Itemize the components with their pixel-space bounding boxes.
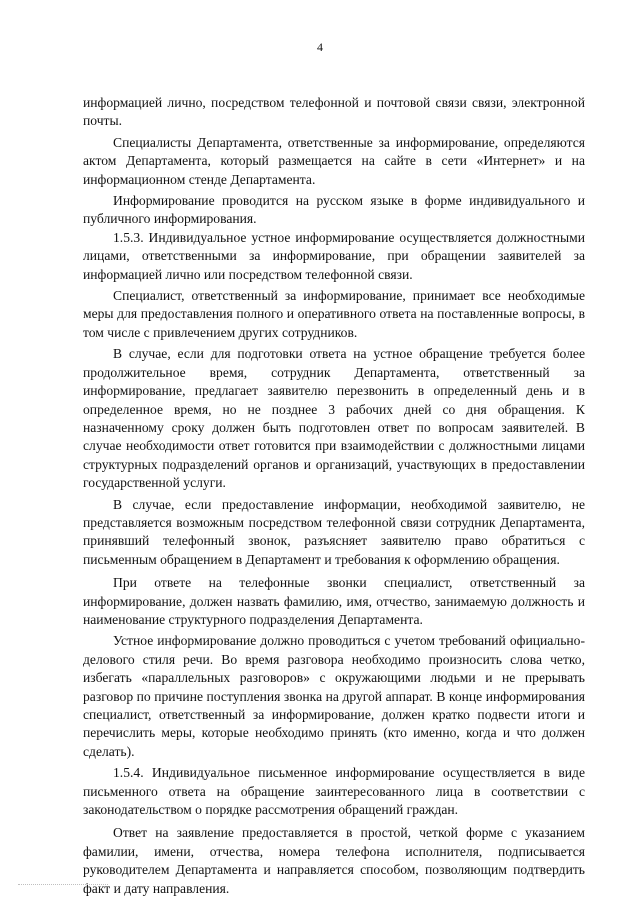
paragraph: Специалист, ответственный за информирование, принимает все необходимые меры для предоставления полного и оперативного ответа на поставленные вопросы, в том числе с привлечением других сотрудников.: [83, 288, 585, 340]
paragraph: Ответ на заявление предоставляется в простой, четкой форме с указанием фамилии, имени, отчества, номера телефона исполнителя, подписывается руководителем Департамента и направляется способом, позволяющим подтвердить факт и дату направления.: [83, 825, 585, 896]
paragraph: В случае, если предоставление информации, необходимой заявителю, не представляется возможным посредством телефонной связи сотрудник Департамента, принявший телефонный звонок, разъясняет заявителю право обратиться с письменным обращением в Департамент и требования к оформлению обращения.: [83, 496, 585, 567]
footer-divider: [18, 884, 108, 887]
document-body: [83, 94, 585, 898]
paragraph: 1.5.4. Индивидуальное письменное информирование осуществляется в виде письменного ответа на обращение заинтересованного лица в соответствии с законодательством о порядке рассмотрения обращений граждан.: [83, 765, 585, 818]
page-number: 4: [317, 40, 323, 54]
paragraph: Специалисты Департамента, ответственные за информирование, определяются актом Департамента, который размещается на сайте в сети «Интернет» и на информационном стенде Департамента.: [83, 134, 585, 187]
paragraph: Информирование проводится на русском языке в форме индивидуального и публичного информирования.: [83, 193, 585, 227]
paragraph: информацией лично, посредством телефонной и почтовой связи связи, электронной почты.: [83, 95, 585, 129]
paragraph: При ответе на телефонные звонки специалист, ответственный за информирование, должен назвать фамилию, имя, отчество, занимаемую должность и наименование структурного подразделения Департамента.: [83, 575, 585, 627]
paragraph: 1.5.3. Индивидуальное устное информирование осуществляется должностными лицами, ответственными за информирование, при обращении заявителей за информацией лично или посредством телефонной связи.: [83, 229, 585, 282]
paragraph: Устное информирование должно проводиться с учетом требований официально-делового стиля речи. Во время разговора необходимо произносить слова четко, избегать «параллельных разговоров» с окружающими людьми и не прерывать разговор по причине поступления звонка на другой аппарат. В конце информирования специалист, ответственный за информирование, должен кратко подвести итоги и перечислить меры, которые необходимо принять (кто именно, когда и что должен сделать).: [83, 633, 585, 759]
paragraph: В случае, если для подготовки ответа на устное обращение требуется более продолжительное время, сотрудник Департамента, ответственный за информирование, предлагает заявителю перезвонить в определенный день и в определенное время, но не позднее 3 рабочих дней со дня обращения. К назначенному сроку должен быть подготовлен ответ по вопросам заявителей. В случае необходимости ответ готовится при взаимодействии с должностными лицами структурных подразделений органов и организаций, участвующих в предоставлении государственной услуги.: [83, 346, 585, 491]
